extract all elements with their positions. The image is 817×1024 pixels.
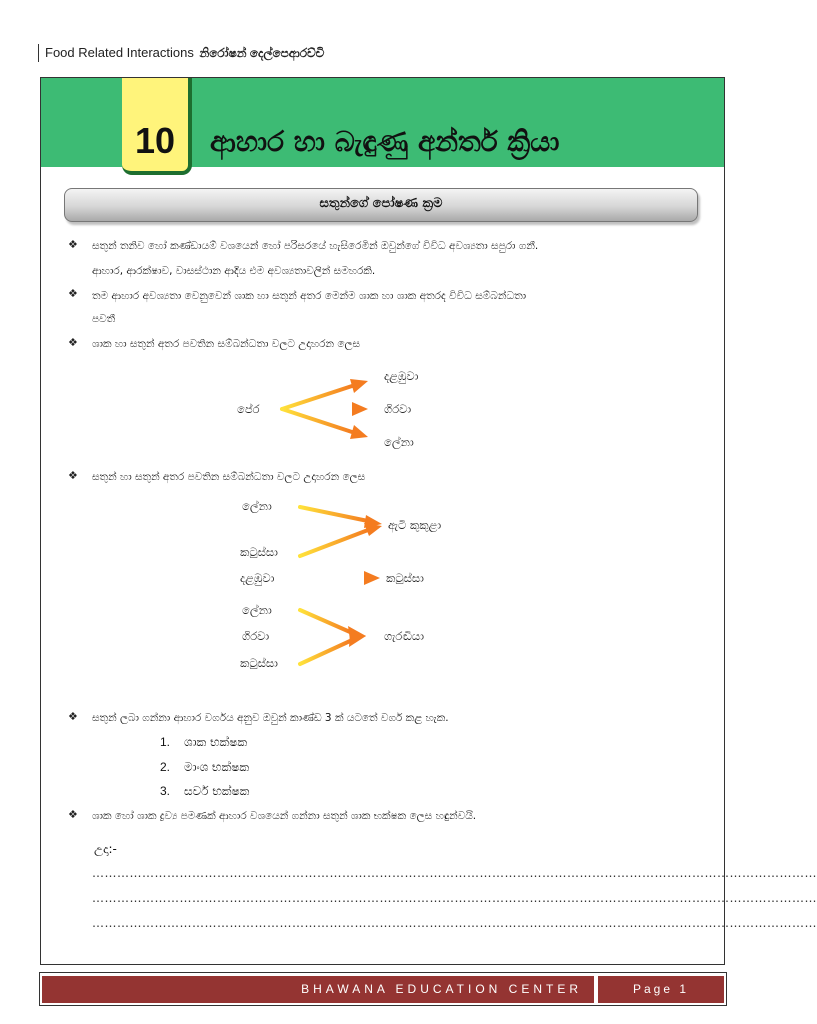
arrowhead-icon <box>364 571 380 585</box>
arrowhead-icon <box>352 402 368 416</box>
diagram-target-label: ලේනා <box>384 435 414 449</box>
paragraph-line: ශාක හෝ ශාක ද්‍රව්‍ය පමණක් ආහාර වශයෙන් ගන්නා සතුන් ශාක භක්ෂක ලෙස හඳුන්වයි. <box>92 810 477 822</box>
arrowheads <box>348 379 382 647</box>
bullet-icon: ❖ <box>68 808 78 821</box>
diagram-source-label: ලේනා <box>242 603 272 617</box>
arrow-icon <box>300 530 368 556</box>
chapter-title: ආහාර හා බැඳුණු අන්තර් ක්‍රියා <box>210 125 560 158</box>
category-item <box>160 735 247 750</box>
paragraph-line: තම ආහාර අවශ්‍යතා වෙනුවෙන් ශාක හා සතුන් අතර මෙන්ම ශාක හා ශාක අතරද විවිධ සම්බන්ධතා <box>92 290 527 302</box>
category-number: 2. <box>160 760 171 774</box>
bullet-icon: ❖ <box>68 469 78 482</box>
answer-line[interactable]: ………………………………………………………………………………………………………………………………………………………… <box>92 866 817 880</box>
bullet-icon: ❖ <box>68 710 78 723</box>
category-item <box>160 784 249 799</box>
page-number: Page 1 <box>632 982 690 996</box>
example-label: උදා:- <box>94 842 117 856</box>
diagram-target-label: කටුස්සා <box>386 571 424 585</box>
chapter-number: 10 <box>134 120 176 161</box>
diagram-target-label: ගැරඬියා <box>384 629 424 643</box>
section-title: සතුන්ගේ පෝෂණ ක්‍රම <box>319 196 443 211</box>
diagram-source-label: ලේනා <box>242 499 272 513</box>
answer-line[interactable]: ………………………………………………………………………………………………………………………………………………………… <box>92 891 817 905</box>
paragraph-line: පවතී <box>92 313 116 325</box>
arrowhead-icon <box>350 379 368 393</box>
paragraph-line: සතුන් ලබා ගන්නා ආහාර වර්ගය අනුව ඔවුන් කාණ්ඩ 3 ක් යටතේ වර්ග කළ හැක. <box>92 712 449 724</box>
diagram-source-label: දළඹුවා <box>240 571 275 585</box>
diagram-source-label: කටුස්සා <box>240 656 278 670</box>
diagram-target-label: ගිරවා <box>384 402 412 416</box>
category-number: 1. <box>160 735 171 749</box>
diagram-source-label: කටුස්සා <box>240 545 278 559</box>
header-author: නිරෝෂන් දෙල්පෙආරච්චි <box>199 46 325 60</box>
arrowhead-icon <box>350 425 368 439</box>
paragraph-line: සතුන් තනිව හෝ කණ්ඩායම් වශයෙන් හෝ පරිසරයේ හැසිරෙමින් ඔවුන්ගේ විවිධ අවශ්‍යතා සපුරා ගනී. <box>92 240 539 252</box>
category-label: සර්ව භක්ෂක <box>184 784 250 798</box>
footer-title: BHAWANA EDUCATION CENTER <box>301 982 582 996</box>
arrow-icon <box>282 386 352 409</box>
category-item <box>160 760 249 775</box>
arrowhead-icon <box>364 523 382 536</box>
answer-line[interactable]: ………………………………………………………………………………………………………………………………………………………… <box>92 916 817 930</box>
diagram-target-label: ඇටි කුකුළා <box>388 518 442 532</box>
category-label: මාංශ භක්ෂක <box>184 760 250 774</box>
arrow-icon <box>300 610 350 632</box>
category-label: ශාක භක්ෂක <box>184 735 248 749</box>
arrow-icon <box>300 641 350 664</box>
header-title: Food Related Interactions <box>45 45 194 60</box>
category-number: 3. <box>160 784 171 798</box>
paragraph-line: ශාක හා සතුන් අතර පවතින සම්බන්ධතා වලට උදාහරන ලෙස <box>92 338 361 350</box>
diagram-target-label: දළඹුවා <box>384 369 419 383</box>
diagram-source-label: පේර <box>237 402 260 416</box>
bullet-icon: ❖ <box>68 336 78 349</box>
arrow-icon <box>300 507 368 521</box>
bullet-icon: ❖ <box>68 238 78 251</box>
paragraph-line: ආහාර, ආරක්ෂාව, වාසස්ථාන ආදිය එම අවශ්‍යතාවලින් සමහරකි. <box>92 265 376 277</box>
diagram-source-label: ගිරවා <box>242 629 270 643</box>
paragraph-line: සතුන් හා සතුන් අතර පවතින සම්බන්ධතා වලට උදාහරන ලෙස <box>92 471 366 483</box>
bullet-icon: ❖ <box>68 287 78 300</box>
arrow-icon <box>282 409 352 432</box>
